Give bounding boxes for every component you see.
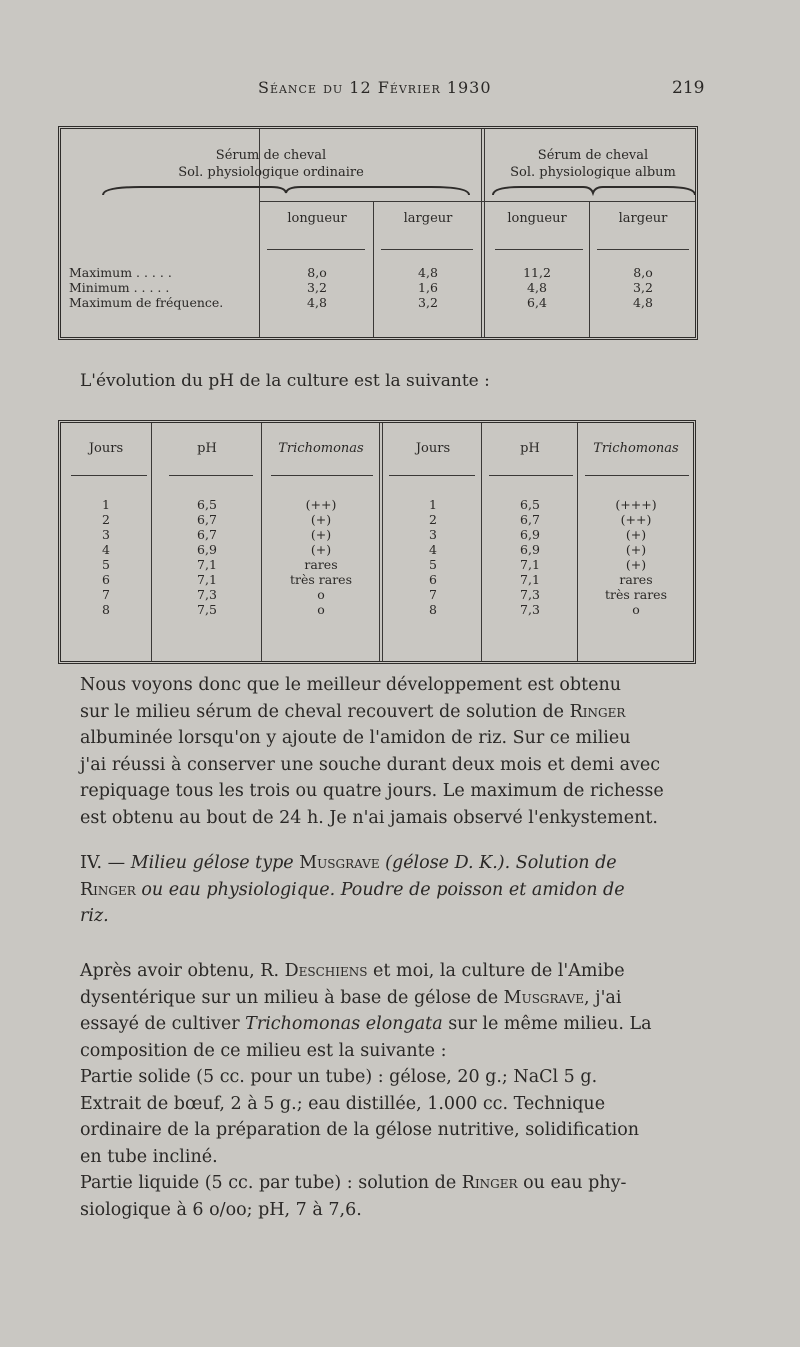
- paragraph-method: Après avoir obtenu, R. Deschiens et moi, la culture de l'Amibe dysentérique sur un milieu à base de gélose de Musgrave, j'ai essayé de cultiver Trichomonas elongata sur le même milieu. La composition de ce milieu est la suivante : Partie solide (5 cc. pour un tube) : gélose, 20 g.; NaCl 5 g. Extrait de bœuf, 2 à 5 g.; eau distillée, 1.000 cc. Technique ordinaire de la préparation de la gélose nutritive, solidification en tube incliné. Partie liquide (5 cc. par tube) : solution de Ringer ou eau phy- siologique à 6 o/oo; pH, 7 à 7,6.: [80, 961, 652, 1220]
- subhead-longueur: longueur: [507, 211, 567, 226]
- table-ph-evolution: [58, 420, 696, 664]
- table-rule: [495, 249, 583, 250]
- col-header-ph: pH: [520, 441, 540, 456]
- table-rule: [71, 475, 147, 476]
- col-trichomonas-1: (++) (+) (+) (+) rares très rares o o: [290, 497, 352, 617]
- subhead-longueur: longueur: [287, 211, 347, 226]
- table-rule: [381, 249, 473, 250]
- data-column: 8,o 3,2 4,8: [633, 265, 653, 310]
- brace-icon: [101, 183, 471, 197]
- col-header-jours: Jours: [88, 441, 124, 456]
- col-trichomonas-2: (+++) (++) (+) (+) (+) rares très rares o: [605, 497, 667, 617]
- table-rule: [577, 423, 578, 661]
- table-rule: [259, 201, 695, 202]
- section-heading: IV. — Milieu gélose type Musgrave (gélose D. K.). Solution de Ringer ou eau physiologique. Poudre de poisson et amidon de riz.: [80, 853, 625, 926]
- table-rule: [373, 201, 374, 337]
- table-rule: [585, 475, 689, 476]
- page-number: 219: [672, 78, 705, 98]
- table-rule: [169, 475, 253, 476]
- col-header-trichomonas: Trichomonas: [593, 441, 679, 456]
- subhead-largeur: largeur: [618, 211, 668, 226]
- brace-icon: [491, 183, 697, 197]
- table-dimensions: [58, 126, 698, 340]
- header-title: Séance du 12 Février 1930: [258, 78, 492, 97]
- data-column: 8,o 3,2 4,8: [307, 265, 327, 310]
- group-header-2: Sérum de cheval Sol. physiologique album: [510, 148, 676, 180]
- table-rule: [489, 475, 573, 476]
- col-ph-1: 6,5 6,7 6,7 6,9 7,1 7,1 7,3 7,5: [197, 497, 217, 617]
- running-header: [0, 78, 800, 102]
- subhead-largeur: largeur: [403, 211, 453, 226]
- paragraph-results: Nous voyons donc que le meilleur développement est obtenu sur le milieu sérum de cheval recouvert de solution de Ringer albuminée lorsqu'on y ajoute de l'amidon de riz. Sur ce milieu j'ai réussi à conserver une souche durant deux mois et demi avec repiquage tous les trois ou quatre jours. Le maximum de richesse est obtenu au bout de 24 h. Je n'ai jamais observé l'enkystement.: [80, 675, 664, 828]
- col-ph-2: 6,5 6,7 6,9 6,9 7,1 7,1 7,3 7,3: [520, 497, 540, 617]
- table-rule: [267, 249, 365, 250]
- table-rule: [589, 201, 590, 337]
- table-rule: [481, 423, 482, 661]
- table-rule: [597, 249, 689, 250]
- table-intro: L'évolution du pH de la culture est la suivante :: [80, 371, 490, 391]
- data-column: 4,8 1,6 3,2: [418, 265, 438, 310]
- table-rule: [379, 423, 383, 661]
- data-column: 11,2 4,8 6,4: [523, 265, 551, 310]
- group-header-1: Sérum de cheval Sol. physiologique ordinaire: [178, 148, 364, 180]
- table-rule: [151, 423, 152, 661]
- row-label: Maximum . . . . . Minimum . . . . . Maximum de fréquence.: [69, 265, 224, 310]
- col-jours-2: 1 2 3 4 5 6 7 8: [429, 497, 437, 617]
- col-header-jours: Jours: [415, 441, 451, 456]
- col-jours-1: 1 2 3 4 5 6 7 8: [102, 497, 110, 617]
- col-header-trichomonas: Trichomonas: [278, 441, 364, 456]
- table-rule: [261, 423, 262, 661]
- table-rule: [389, 475, 475, 476]
- table-rule: [271, 475, 373, 476]
- col-header-ph: pH: [197, 441, 217, 456]
